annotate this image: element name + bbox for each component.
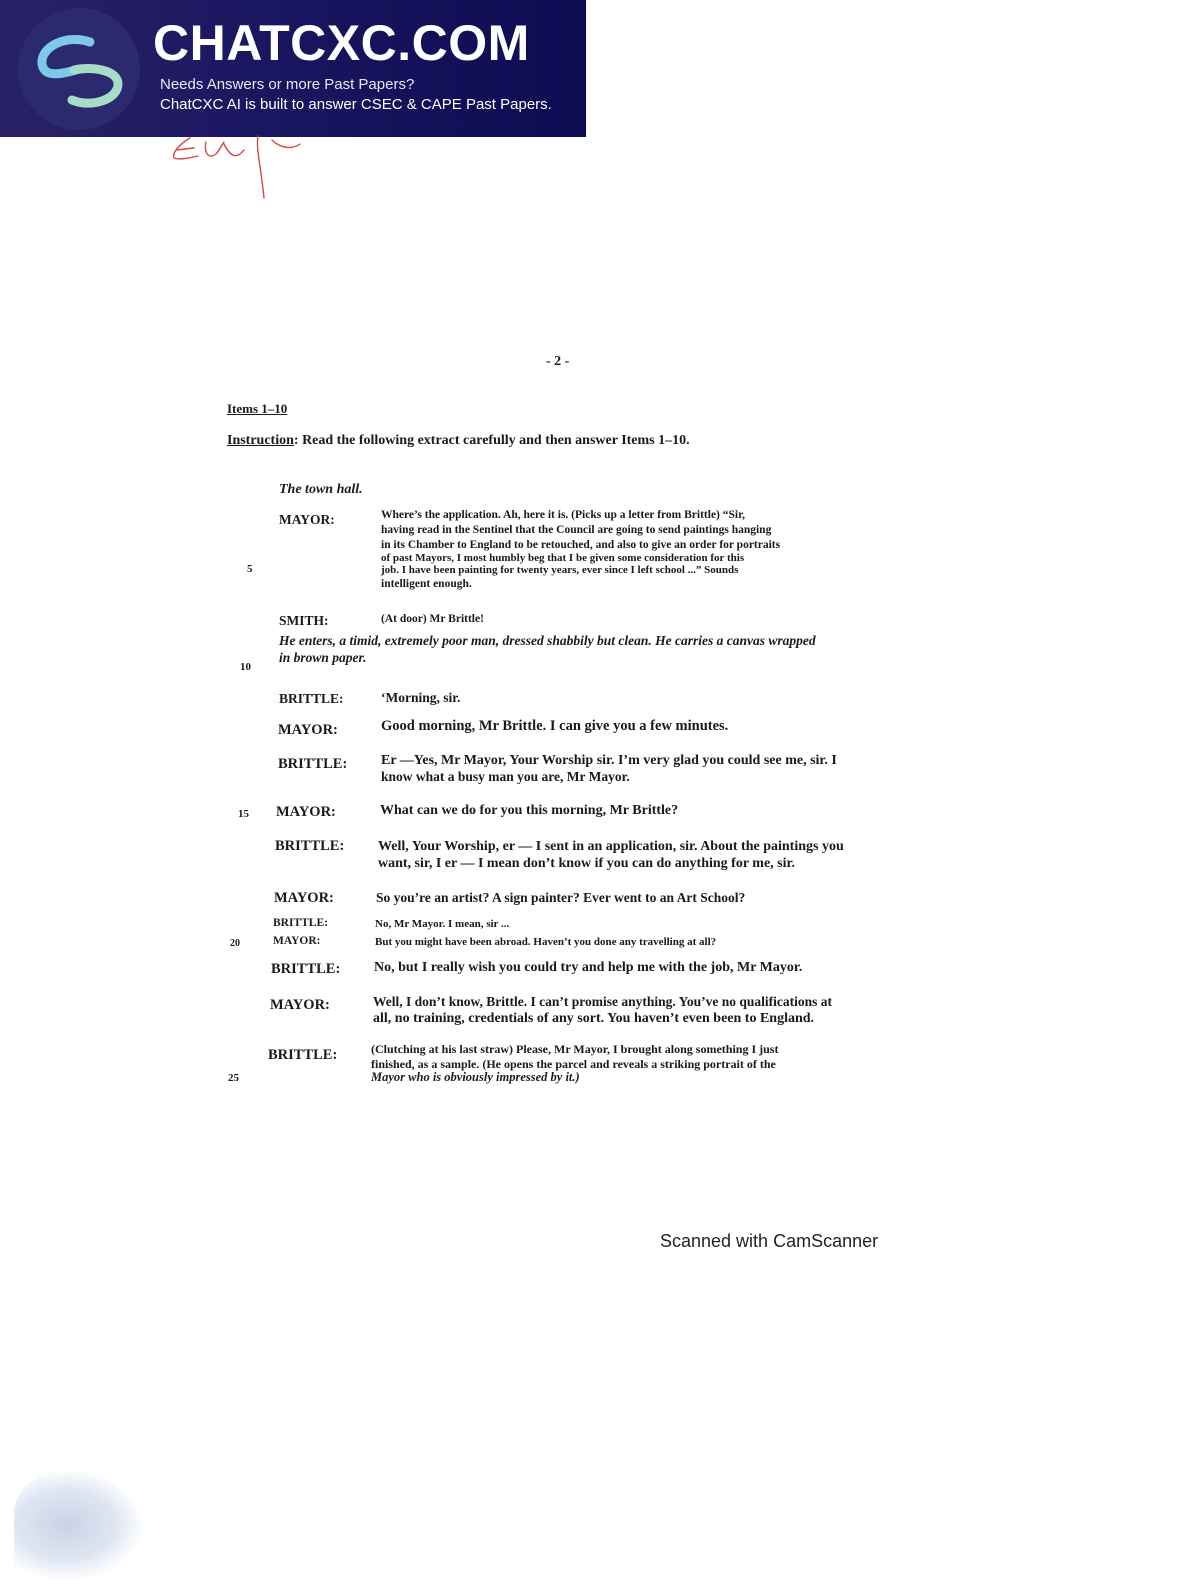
brand-name: CHATCXC.COM <box>153 15 530 71</box>
promo-banner[interactable] <box>0 0 586 137</box>
speech-block <box>381 753 911 784</box>
line-number: 15 <box>238 808 249 820</box>
speech-line: What can we do for you this morning, Mr Brittle? <box>380 803 679 818</box>
speech-line: want, sir, I er — I mean don’t know if you can do anything for me, sir. <box>378 856 795 871</box>
speech-line: finished, as a sample. (He opens the parcel and reveals a striking portrait of the <box>371 1057 776 1071</box>
line-number: 5 <box>247 563 253 575</box>
speech-line: (At door) Mr Brittle! <box>381 613 484 625</box>
speech-line: ‘Morning, sir. <box>381 690 461 705</box>
speaker-label: BRITTLE: <box>275 838 345 854</box>
chatcxc-logo-icon <box>18 8 140 130</box>
speech-block <box>381 509 911 591</box>
scan-smudge <box>14 1470 144 1580</box>
speech-line: Where’s the application. Ah, here it is. (Picks up a letter from Brittle) “Sir, <box>381 509 746 521</box>
items-heading: Items 1–10 <box>227 401 288 416</box>
speech-line: all, no training, credentials of any sort. You haven’t even been to England. <box>373 1011 815 1026</box>
speaker-label: BRITTLE: <box>268 1047 338 1063</box>
banner-tagline-2: ChatCXC AI is built to answer CSEC & CAPE Past Papers. <box>160 96 552 113</box>
speech-line: know what a busy man you are, Mr Mayor. <box>381 768 630 784</box>
stage-direction-setting: The town hall. <box>279 482 363 497</box>
speaker-label: BRITTLE: <box>271 961 341 977</box>
speaker-label: SMITH: <box>279 613 329 628</box>
line-number: 25 <box>228 1072 239 1084</box>
speaker-label: MAYOR: <box>270 997 330 1013</box>
speaker-label: BRITTLE: <box>273 917 328 929</box>
banner-tagline-1: Needs Answers or more Past Papers? <box>160 76 415 93</box>
page-number: - 2 - <box>546 354 570 369</box>
speech-line: But you might have been abroad. Haven’t you done any travelling at all? <box>375 936 717 948</box>
handwriting-mark-icon <box>160 130 340 202</box>
speech-line: No, Mr Mayor. I mean, sir ... <box>375 918 510 930</box>
speech-line: in its Chamber to England to be retouched, and also to give an order for portraits <box>381 539 781 551</box>
speaker-label: MAYOR: <box>278 722 338 738</box>
speech-line: No, but I really wish you could try and help me with the job, Mr Mayor. <box>374 960 803 975</box>
speaker-label: MAYOR: <box>273 935 321 947</box>
instruction-text: : Read the following extract carefully and then answer Items 1–10. <box>293 433 690 448</box>
stage-direction-entrance <box>279 632 911 666</box>
instruction <box>227 433 690 449</box>
speaker-label: BRITTLE: <box>279 691 344 706</box>
speech-block <box>373 993 913 1027</box>
speech-line: Good morning, Mr Brittle. I can give you a few minutes. <box>381 718 729 734</box>
speech-line: Mayor who is obviously impressed by it.) <box>371 1070 580 1084</box>
speaker-label: MAYOR: <box>279 512 335 527</box>
speech-line: job. I have been painting for twenty years, ever since I left school ...” Sounds <box>381 564 739 576</box>
speaker-label: BRITTLE: <box>278 756 348 772</box>
speech-line: (Clutching at his last straw) Please, Mr Mayor, I brought along something I just <box>371 1042 779 1056</box>
line-number: 20 <box>230 938 240 949</box>
speaker-label: MAYOR: <box>276 804 336 820</box>
instruction-label: Instruction <box>227 433 294 448</box>
speech-block <box>371 1043 911 1084</box>
speech-line: So you’re an artist? A sign painter? Ever went to an Art School? <box>376 890 746 905</box>
speech-line: Er —Yes, Mr Mayor, Your Worship sir. I’m very glad you could see me, sir. I <box>381 753 837 768</box>
stage-line: in brown paper. <box>279 650 367 665</box>
speech-line: having read in the Sentinel that the Council are going to send paintings hanging <box>381 524 772 536</box>
stage-line: He enters, a timid, extremely poor man, dressed shabbily but clean. He carries a canvas wrapped <box>279 633 816 648</box>
speech-line: intelligent enough. <box>381 578 472 590</box>
speech-block <box>378 838 912 872</box>
line-number: 10 <box>240 661 251 673</box>
speaker-label: MAYOR: <box>274 890 334 906</box>
speech-line: Well, I don’t know, Brittle. I can’t promise anything. You’ve no qualifications at <box>373 994 833 1009</box>
scan-credit: Scanned with CamScanner <box>660 1231 879 1251</box>
speech-line: Well, Your Worship, er — I sent in an application, sir. About the paintings you <box>378 839 844 854</box>
speech-line: of past Mayors, I most humbly beg that I be given some consideration for this <box>381 552 745 564</box>
